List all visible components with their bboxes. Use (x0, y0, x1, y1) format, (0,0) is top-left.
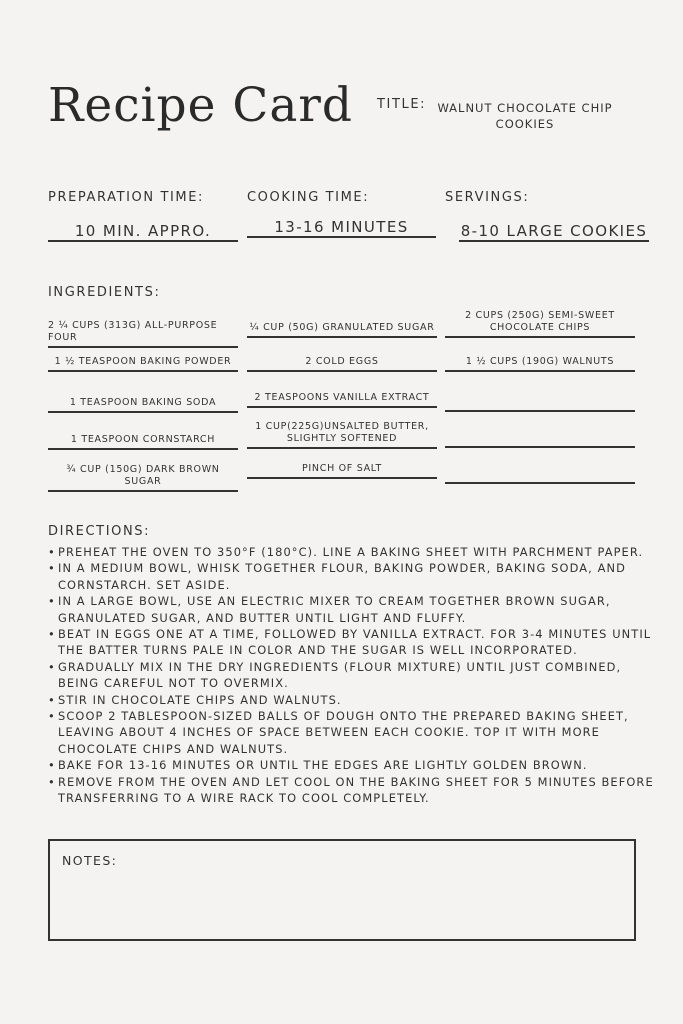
directions-label: DIRECTIONS: (48, 524, 151, 539)
cook-time-label: COOKING TIME: (247, 190, 370, 205)
bullet: • (48, 692, 56, 707)
ingredient-item: 2 TEASPOONS VANILLA EXTRACT (247, 392, 437, 408)
title-label: TITLE: (377, 97, 427, 112)
direction-step: • BEAT IN EGGS ONE AT A TIME, FOLLOWED BY VANILLA EXTRACT. FOR 3-4 MINUTES UNTIL THE BATTER TURNS PALE IN COLOR AND THE SUGAR IS WELL INCORPORATED. (48, 627, 652, 658)
card-heading: Recipe Card (48, 78, 353, 133)
servings-label: SERVINGS: (445, 190, 530, 205)
ingredient-item: 2 CUPS (250G) SEMI-SWEET CHOCOLATE CHIPS (445, 310, 635, 338)
ingredient-blank-line (445, 432, 635, 448)
direction-step: • STIR IN CHOCOLATE CHIPS AND WALNUTS. (48, 692, 342, 707)
ingredient-item: 2 ¼ CUPS (313G) ALL-PURPOSE FOUR (48, 320, 238, 348)
ingredient-item: 1 TEASPOON CORNSTARCH (48, 434, 238, 450)
bullet: • (48, 774, 56, 789)
recipe-title: WALNUT CHOCOLATE CHIP COOKIES (437, 101, 613, 131)
ingredient-item: ¼ CUP (50G) GRANULATED SUGAR (247, 322, 437, 338)
bullet: • (48, 545, 56, 559)
servings-value: 8-10 LARGE COOKIES (460, 222, 648, 240)
ingredient-item: 1 ½ TEASPOON BAKING POWDER (48, 356, 238, 372)
direction-step: • SCOOP 2 TABLESPOON-SIZED BALLS OF DOUGH ONTO THE PREPARED BAKING SHEET, LEAVING ABOUT 4 INCHES OF SPACE BETWEEN EACH COOKIE. TOP IT WITH MORE CHOCOLATE CHIPS AND WALNUTS. (48, 709, 629, 756)
ingredients-label: INGREDIENTS: (48, 285, 161, 300)
bullet: • (48, 659, 56, 674)
direction-step: • IN A LARGE BOWL, USE AN ELECTRIC MIXER TO CREAM TOGETHER BROWN SUGAR, GRANULATED SUGAR, AND BUTTER UNTIL LIGHT AND FLUFFY. (48, 594, 611, 625)
cook-time-value: 13-16 MINUTES (247, 218, 436, 238)
ingredient-blank-line (445, 468, 635, 484)
direction-step: • PREHEAT THE OVEN TO 350°F (180°C). LINE A BAKING SHEET WITH PARCHMENT PAPER. (48, 545, 644, 559)
bullet: • (48, 594, 56, 609)
ingredient-item: 1 ½ CUPS (190G) WALNUTS (445, 356, 635, 372)
notes-label: NOTES: (62, 853, 118, 868)
ingredient-blank-line (445, 396, 635, 412)
prep-time-value: 10 MIN. APPRO. (48, 222, 238, 242)
ingredient-item: 1 TEASPOON BAKING SODA (48, 397, 238, 413)
ingredient-item: ¾ CUP (150G) DARK BROWN SUGAR (48, 464, 238, 492)
bullet: • (48, 627, 56, 642)
direction-step: • GRADUALLY MIX IN THE DRY INGREDIENTS (FLOUR MIXTURE) UNTIL JUST COMBINED, BEING CAREFUL NOT TO OVERMIX. (48, 659, 622, 691)
bullet: • (48, 561, 56, 576)
notes-box[interactable] (48, 839, 636, 941)
ingredient-item: 1 CUP(225G)UNSALTED BUTTER, SLIGHTLY SOFTENED (247, 421, 437, 449)
prep-time-label: PREPARATION TIME: (48, 190, 205, 205)
ingredient-item: 2 COLD EGGS (247, 356, 437, 372)
direction-step: • REMOVE FROM THE OVEN AND LET COOL ON THE BAKING SHEET FOR 5 MINUTES BEFORE TRANSFERRING TO A WIRE RACK TO COOL COMPLETELY. (48, 774, 654, 806)
bullet: • (48, 758, 56, 773)
bullet: • (48, 709, 56, 724)
directions-list (48, 544, 658, 807)
ingredient-item: PINCH OF SALT (247, 463, 437, 479)
direction-step: • IN A MEDIUM BOWL, WHISK TOGETHER FLOUR, BAKING POWDER, BAKING SODA, AND CORNSTARCH. SET ASIDE. (48, 561, 626, 592)
direction-step: • BAKE FOR 13-16 MINUTES OR UNTIL THE EDGES ARE LIGHTLY GOLDEN BROWN. (48, 758, 588, 773)
